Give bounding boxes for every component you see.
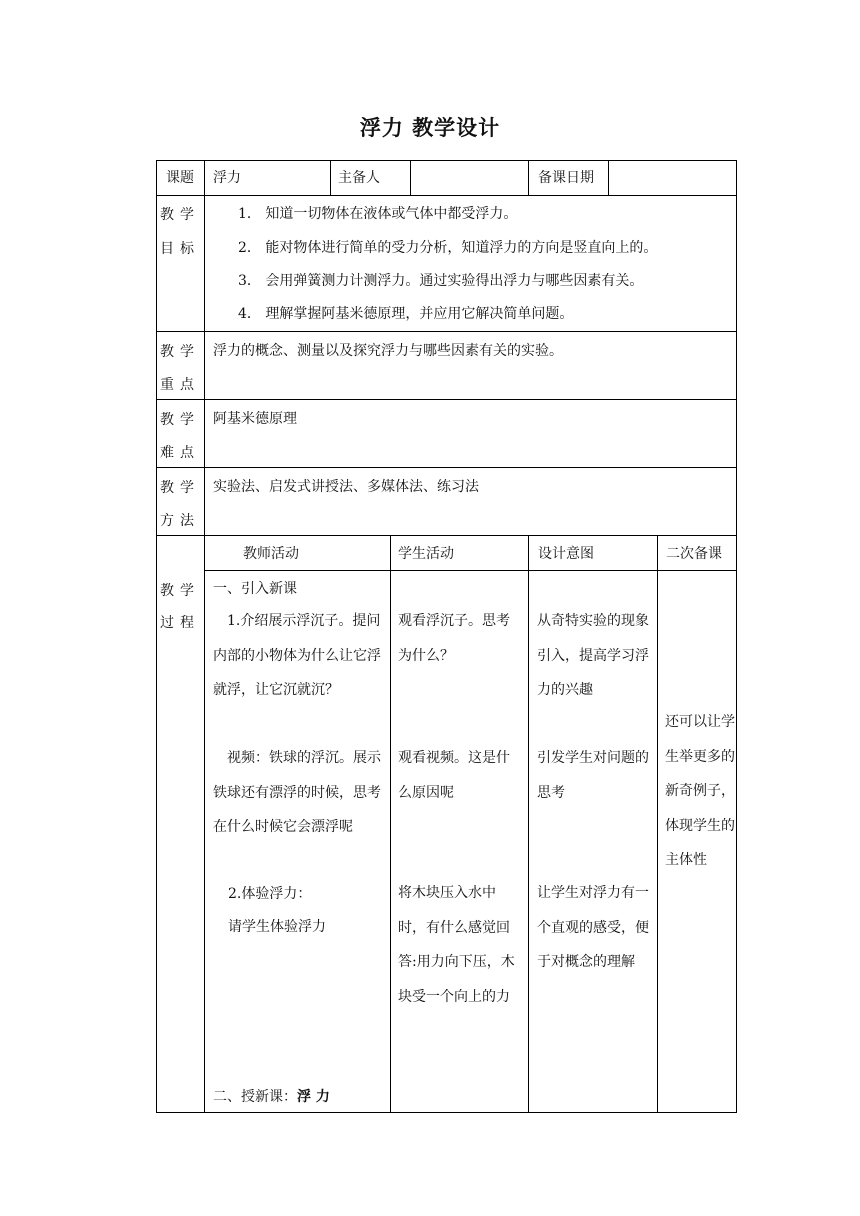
experience-text: 请学生体验浮力 <box>228 919 326 935</box>
student-activity: 将木块压入水中时，有什么感觉回答:用力向下压，木块受一个向上的力 <box>398 885 515 1005</box>
topic-label: 课题 <box>166 170 194 186</box>
row-divider <box>156 467 737 468</box>
design-intent: 引发学生对问题的思考 <box>537 750 649 801</box>
goal-item: 3． 会用弹簧测力计测浮力。通过实验得出浮力与哪些因素有关。 <box>238 273 644 289</box>
student-activity: 观看浮沉子。思考为什么？ <box>398 613 510 664</box>
column-divider <box>330 160 331 195</box>
row-divider <box>156 535 737 536</box>
intro-heading: 一、引入新课 <box>213 581 297 597</box>
goals-label-line1: 教学 <box>160 207 200 223</box>
date-label: 备课日期 <box>538 170 594 186</box>
header-student-activity: 学生活动 <box>398 546 454 562</box>
difficulties-label-line2: 难点 <box>160 445 200 461</box>
student-activity: 观看视频。这是什么原因呢 <box>398 750 510 801</box>
goal-item: 4． 理解掌握阿基米德原理，并应用它解决简单问题。 <box>238 306 574 322</box>
goal-item: 2． 能对物体进行简单的受力分析，知道浮力的方向是竖直向上的。 <box>238 240 658 256</box>
goals-label-line2: 目标 <box>160 241 200 257</box>
new-lesson-heading <box>213 1088 330 1106</box>
column-divider <box>657 535 658 1113</box>
new-lesson-prefix: 二、授新课： <box>213 1089 297 1105</box>
key-points-label-line2: 重点 <box>160 377 200 393</box>
teacher-paragraph: 1.介绍展示浮沉子。提问内部的小物体为什么让它浮就浮，让它沉就沉？ <box>213 613 381 698</box>
row-divider <box>156 195 737 196</box>
difficulties-text: 阿基米德原理 <box>213 411 297 427</box>
column-divider <box>528 535 529 1113</box>
difficulties-label-line1: 教学 <box>160 412 200 428</box>
column-divider <box>204 160 205 1113</box>
row-divider <box>156 331 737 332</box>
key-points-text: 浮力的概念、测量以及探究浮力与哪些因素有关的实验。 <box>213 343 563 359</box>
design-intent: 从奇特实验的现象引入，提高学习浮力的兴趣 <box>537 613 649 698</box>
header-second-prep: 二次备课 <box>666 546 722 562</box>
preparer-label: 主备人 <box>338 170 380 186</box>
process-label-line2: 过程 <box>160 615 200 631</box>
header-teacher-activity: 教师活动 <box>243 546 299 562</box>
methods-label-line2: 方法 <box>160 513 200 529</box>
design-intent: 让学生对浮力有一个直观的感受，便于对概念的理解 <box>537 885 649 970</box>
column-divider <box>528 160 529 195</box>
row-divider <box>156 399 737 400</box>
experience-heading: 2.体验浮力： <box>228 886 312 902</box>
new-lesson-topic: 浮 力 <box>297 1089 330 1105</box>
methods-label-line1: 教学 <box>160 480 200 496</box>
column-divider <box>608 160 609 195</box>
column-divider <box>390 535 391 1113</box>
process-label-line1: 教学 <box>160 583 200 599</box>
column-divider <box>410 160 411 195</box>
teacher-paragraph: 视频：铁球的浮沉。展示铁球还有漂浮的时候，思考在什么时候它会漂浮呢 <box>213 750 381 835</box>
topic-value: 浮力 <box>213 170 241 186</box>
methods-text: 实验法、启发式讲授法、多媒体法、练习法 <box>213 479 479 495</box>
goal-item: 1． 知道一切物体在液体或气体中都受浮力。 <box>238 206 518 222</box>
header-design-intent: 设计意图 <box>538 546 594 562</box>
second-prep-note: 还可以让学生举更多的新奇例子，体现学生的主体性 <box>665 714 735 868</box>
document-title: 浮力 教学设计 <box>359 116 501 140</box>
key-points-label-line1: 教学 <box>160 344 200 360</box>
